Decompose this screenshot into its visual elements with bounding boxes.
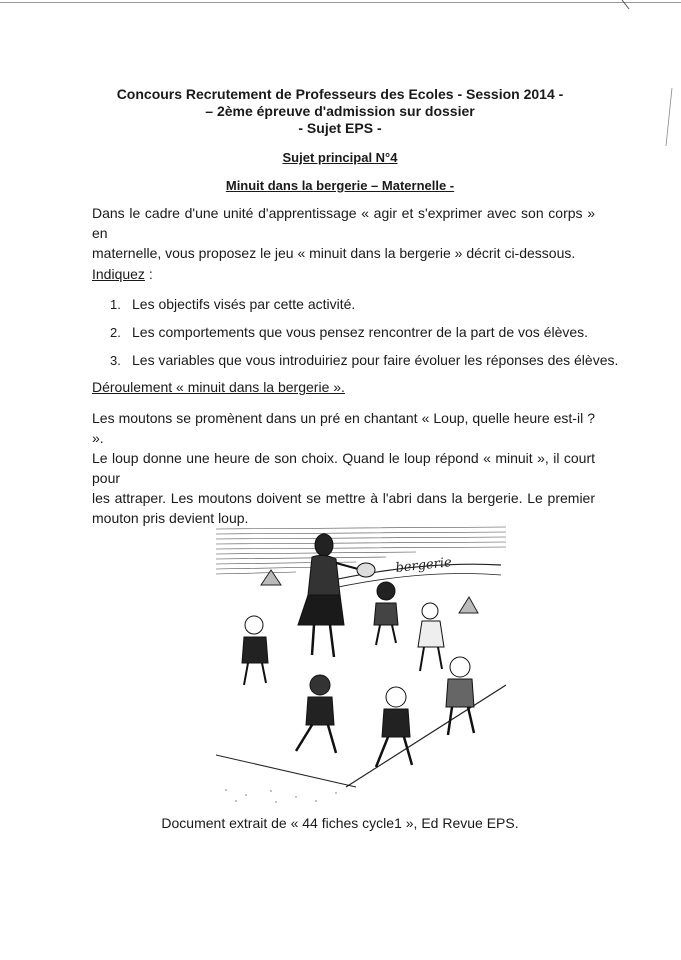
instructions-label: Indiquez bbox=[92, 266, 145, 282]
subject-title: Minuit dans la bergerie – Maternelle - bbox=[225, 178, 455, 193]
intro-paragraph bbox=[92, 203, 595, 263]
scan-top-rule bbox=[0, 2, 681, 3]
exam-header-line-3: - Sujet EPS - bbox=[298, 120, 382, 136]
scan-corner-mark bbox=[620, 0, 632, 10]
intro-line: Dans le cadre d'une unité d'apprentissage « agir et s'exprimer avec son corps » en bbox=[92, 205, 595, 241]
story-line: Le loup donne une heure de son choix. Quand le loup répond « minuit », il court pour bbox=[92, 450, 595, 486]
child-figure bbox=[376, 687, 412, 767]
question-item bbox=[110, 324, 588, 340]
story-line: les attraper. Les moutons doivent se mettre à l'abri dans la bergerie. Le premier bbox=[92, 490, 595, 506]
question-item bbox=[110, 352, 618, 368]
question-item bbox=[110, 296, 355, 312]
instructions-heading bbox=[92, 266, 153, 282]
cone-icon bbox=[459, 597, 478, 613]
ground-texture bbox=[225, 789, 337, 803]
intro-line: maternelle, vous proposez le jeu « minuit dans la bergerie » décrit ci-dessous. bbox=[92, 245, 576, 261]
illustration-caption: Document extrait de « 44 fiches cycle1 », Ed Revue EPS. bbox=[161, 815, 519, 831]
child-figure bbox=[418, 603, 444, 671]
bergerie-label: bergerie bbox=[394, 555, 453, 576]
question-text: Les objectifs visés par cette activité. bbox=[132, 296, 356, 312]
field-line bbox=[216, 755, 356, 787]
child-figure bbox=[242, 616, 268, 685]
question-number: 1. bbox=[110, 297, 121, 312]
exam-header-line-2: – 2ème épreuve d'admission sur dossier bbox=[205, 103, 475, 119]
question-text: Les comportements que vous pensez rencontrer de la part de vos élèves. bbox=[132, 324, 589, 340]
subject-number: Sujet principal N°4 bbox=[282, 150, 398, 165]
deroulement-paragraph bbox=[92, 408, 595, 528]
question-number: 2. bbox=[110, 325, 121, 340]
story-line: Les moutons se promènent dans un pré en chantant « Loup, quelle heure est-il ? ». bbox=[92, 410, 595, 446]
field-line bbox=[346, 685, 506, 787]
game-illustration bbox=[216, 525, 506, 805]
instructions-label-suffix: : bbox=[144, 266, 153, 282]
child-figure bbox=[296, 675, 336, 753]
scan-side-mark bbox=[664, 88, 674, 148]
story-line: mouton pris devient loup. bbox=[92, 510, 249, 526]
child-figure bbox=[446, 657, 474, 735]
question-text: Les variables que vous introduiriez pour faire évoluer les réponses des élèves. bbox=[132, 352, 619, 368]
child-figure bbox=[374, 582, 398, 645]
exam-header-line-1: Concours Recrutement de Professeurs des Ecoles - Session 2014 - bbox=[116, 86, 564, 102]
deroulement-heading: Déroulement « minuit dans la bergerie ». bbox=[92, 379, 345, 395]
question-number: 3. bbox=[110, 353, 121, 368]
